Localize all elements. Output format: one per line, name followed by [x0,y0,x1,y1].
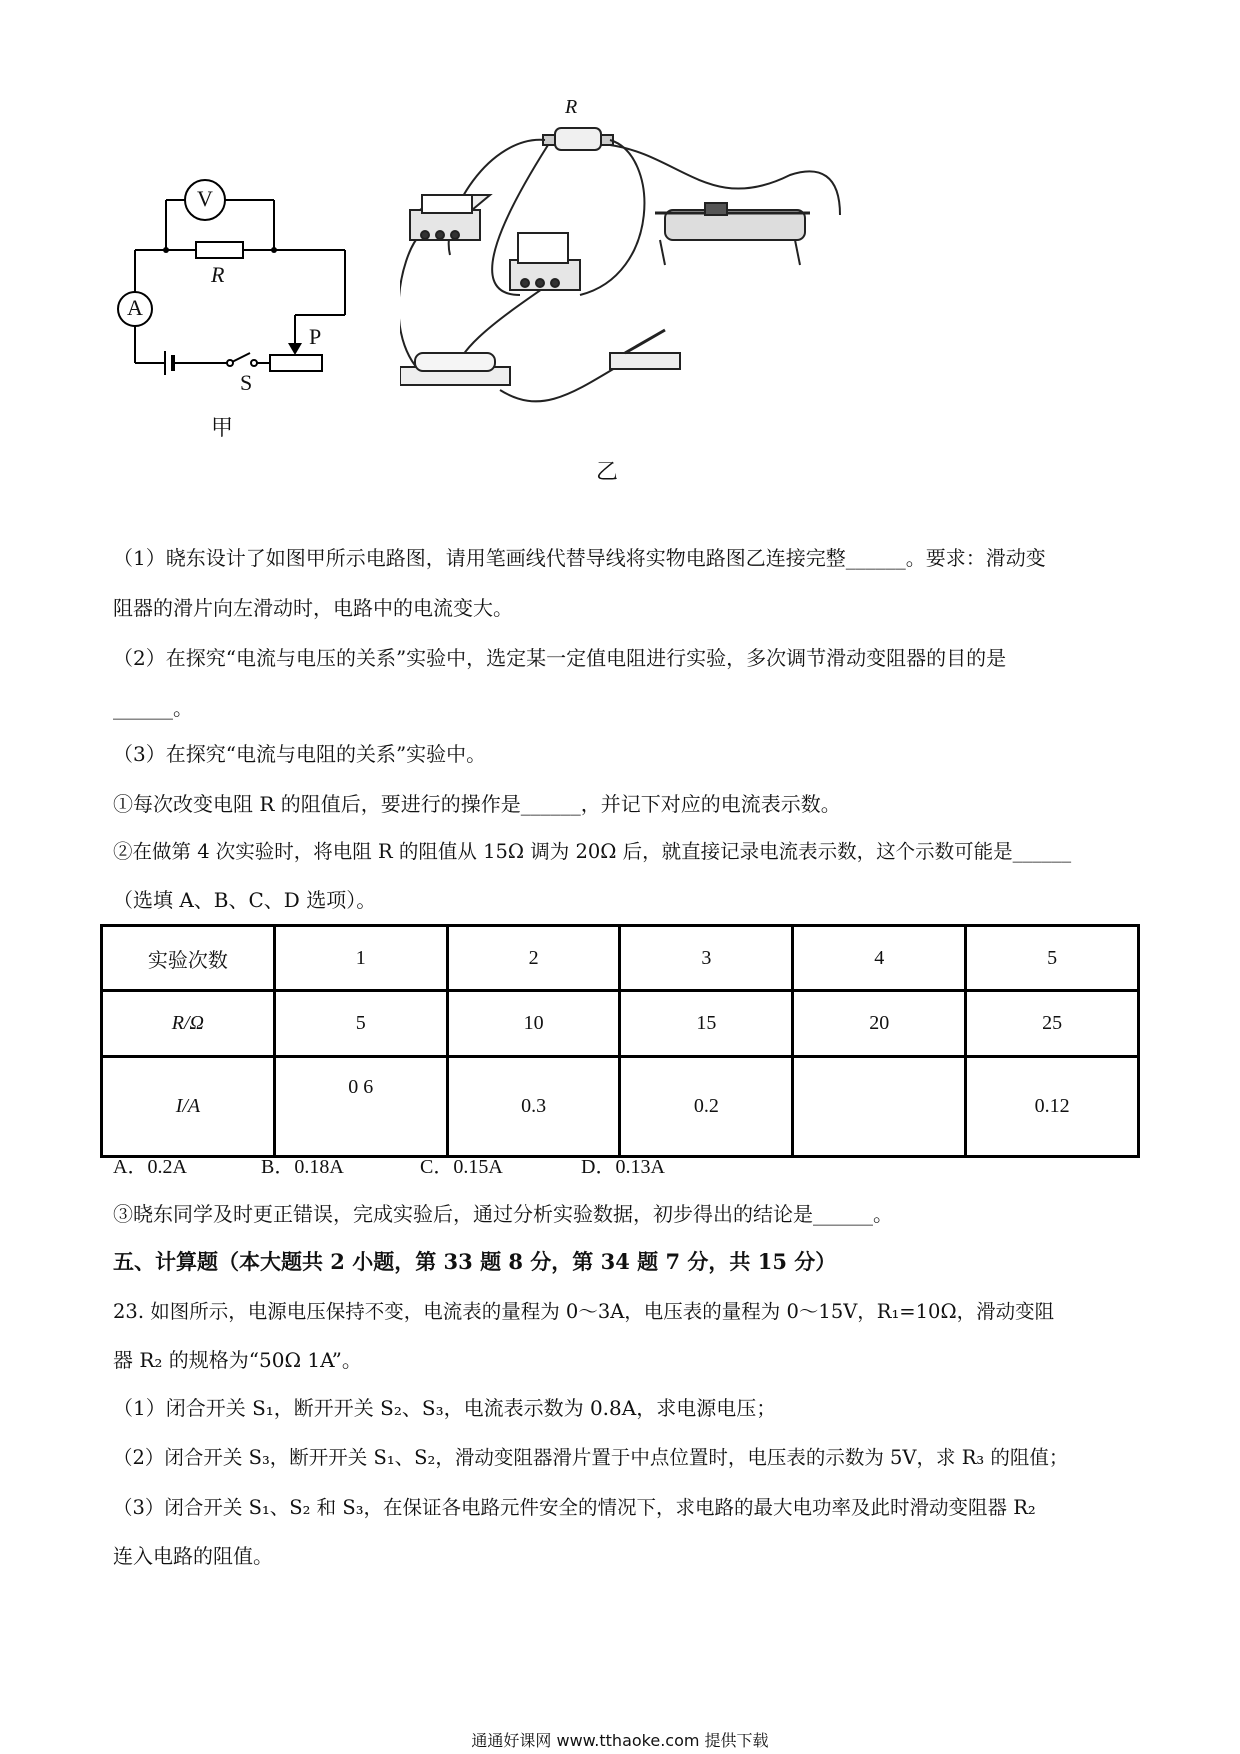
physical-circuit-yi [400,95,920,435]
table-cell: 0.2 [620,1057,793,1157]
figure-caption-yi: 乙 [596,460,619,485]
q2-line2: ______。 [113,696,193,720]
figure-caption-jia: 甲 [211,416,234,441]
option-c: C．0.15A [420,1156,503,1178]
option-a: A．0.2A [113,1156,187,1178]
table-cell: 0.12 [966,1057,1139,1157]
option-b: B．0.18A [261,1156,344,1178]
q1-line2: 阻器的滑片向左滑动时，电路中的电流变大。 [113,596,513,620]
table-cell: 1 [274,926,447,991]
table-cell: 5 [966,926,1139,991]
q3-line1: （3）在探究“电流与电阻的关系”实验中。 [113,742,487,766]
table-cell: 5 [274,991,447,1057]
q3-2a: ②在做第 4 次实验时，将电阻 R 的阻值从 15Ω 调为 20Ω 后，就直接记录电流表示数，这个示数可能是______ [113,840,1072,863]
footer-text: 通通好课网 www.tthaoke.com 提供下载 [471,1731,769,1750]
ammeter-symbol: A [127,295,143,320]
q23-line1: 23. 如图所示，电源电压保持不变，电流表的量程为 0～3A，电压表的量程为 0～15V，R₁=10Ω，滑动变阻 [113,1300,1055,1323]
table-cell: I/A [102,1057,275,1157]
section5-heading: 五、计算题（本大题共 2 小题，第 33 题 8 分，第 34 题 7 分，共 15 分） [113,1249,837,1274]
table-cell: 2 [447,926,620,991]
table-cell: 25 [966,991,1139,1057]
q23-part2: （2）闭合开关 S₃，断开开关 S₁、S₂，滑动变阻器滑片置于中点位置时，电压表的示数为 5V，求 R₃ 的阻值； [113,1446,1069,1469]
resistor-label: R [211,262,225,287]
table-cell: 3 [620,926,793,991]
table-cell: 10 [447,991,620,1057]
voltmeter-symbol: V [197,186,213,211]
table-cell: 实验次数 [102,926,275,991]
q2-line1: （2）在探究“电流与电压的关系”实验中，选定某一定值电阻进行实验，多次调节滑动变阻器的目的是 [113,646,1007,670]
yi-resistor-label: R [565,96,578,118]
table-cell: 4 [793,926,966,991]
q23-part3a: （3）闭合开关 S₁、S₂ 和 S₃，在保证各电路元件安全的情况下，求电路的最大电功率及此时滑动变阻器 R₂ [113,1496,1036,1519]
q23-line2: 器 R₂ 的规格为“50Ω 1A”。 [113,1348,362,1372]
table-cell: 15 [620,991,793,1057]
q3-1: ①每次改变电阻 R 的阻值后，要进行的操作是______，并记下对应的电流表示数。 [113,792,841,816]
table-cell [793,1057,966,1157]
switch-label: S [240,370,253,395]
table-cell: 0 6 [274,1057,447,1157]
q3-3: ③晓东同学及时更正错误，完成实验后，通过分析实验数据，初步得出的结论是______。 [113,1202,893,1226]
table-row [102,991,1139,1057]
table-cell: 20 [793,991,966,1057]
data-table [100,924,1140,1158]
q23-part3b: 连入电路的阻值。 [113,1544,273,1568]
option-d: D．0.13A [581,1156,665,1178]
table-cell: R/Ω [102,991,275,1057]
table-row [102,1057,1139,1157]
slider-label: P [309,324,322,349]
table-row [102,926,1139,991]
q3-2b: （选填 A、B、C、D 选项）。 [113,888,377,912]
table-cell: 0.3 [447,1057,620,1157]
q1-line1: （1）晓东设计了如图甲所示电路图，请用笔画线代替导线将实物电路图乙连接完整______。要求：滑动变 [113,546,1046,570]
q23-part1: （1）闭合开关 S₁，断开开关 S₂、S₃，电流表示数为 0.8A，求电源电压； [113,1396,777,1420]
